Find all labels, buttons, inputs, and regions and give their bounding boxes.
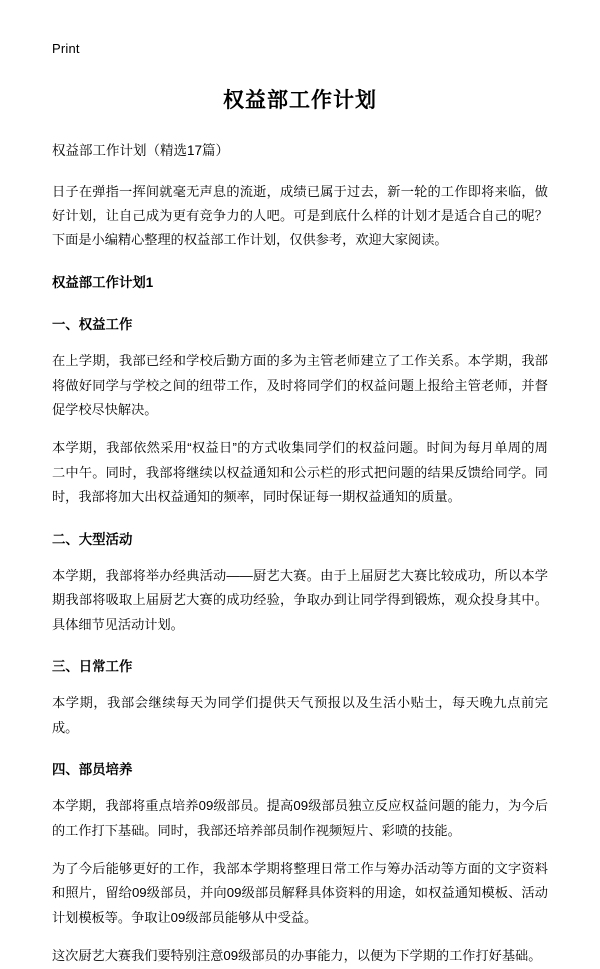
paragraph: 为了今后能够更好的工作，我部本学期将整理日常工作与筹办活动等方面的文字资料和照片，留给09级部员，并向09级部员解释具体资料的用途，如权益通知模板、活动计划模板等。争取让09级部员能够从中受益。 <box>52 860 548 925</box>
paragraph: 本学期，我部将举办经典活动——厨艺大赛。由于上届厨艺大赛比较成功，所以本学期我部将吸取上届厨艺大赛的成功经验，争取办到让同学得到锻炼，观众投身其中。具体细节见活动计划。 <box>52 567 548 632</box>
document-body <box>52 180 548 969</box>
subsection-heading: 一、权益工作 <box>52 316 133 332</box>
page-title: 权益部工作计划 <box>223 89 377 112</box>
section-heading: 权益部工作计划1 <box>52 274 154 290</box>
paragraph: 日子在弹指一挥间就毫无声息的流逝，成绩已属于过去，新一轮的工作即将来临，做好计划，让自己成为更有竞争力的人吧。可是到底什么样的计划才是适合自己的呢？下面是小编精心整理的权益部工作计划，仅供参考，欢迎大家阅读。 <box>52 183 548 248</box>
paragraph: 本学期，我部会继续每天为同学们提供天气预报以及生活小贴士，每天晚九点前完成。 <box>52 695 548 735</box>
paragraph: 本学期，我部依然采用“权益日”的方式收集同学们的权益问题。时间为每月单周的周二中午。同时，我部将继续以权益通知和公示栏的形式把问题的结果反馈给同学。同时，我部将加大出权益通知的频率，同时保证每一期权益通知的质量。 <box>52 440 548 505</box>
print-button[interactable]: Print <box>52 41 80 56</box>
document-subtitle: 权益部工作计划（精选17篇） <box>52 143 230 158</box>
subsection-heading: 四、部员培养 <box>52 762 133 777</box>
subsection-heading: 三、日常工作 <box>52 659 133 675</box>
paragraph: 在上学期，我部已经和学校后勤方面的多为主管老师建立了工作关系。本学期，我部将做好同学与学校之间的纽带工作，及时将同学们的权益问题上报给主管老师，并督促学校尽快解决。 <box>52 353 548 417</box>
paragraph: 本学期，我部将重点培养09级部员。提高09级部员独立反应权益问题的能力，为今后的工作打下基础。同时，我部还培养部员制作视频短片、彩喷的技能。 <box>52 798 548 838</box>
subsection-heading: 二、大型活动 <box>52 531 133 547</box>
paragraph: 这次厨艺大赛我们要特别注意09级部员的办事能力，以便为下学期的工作打好基础。 <box>52 948 542 964</box>
